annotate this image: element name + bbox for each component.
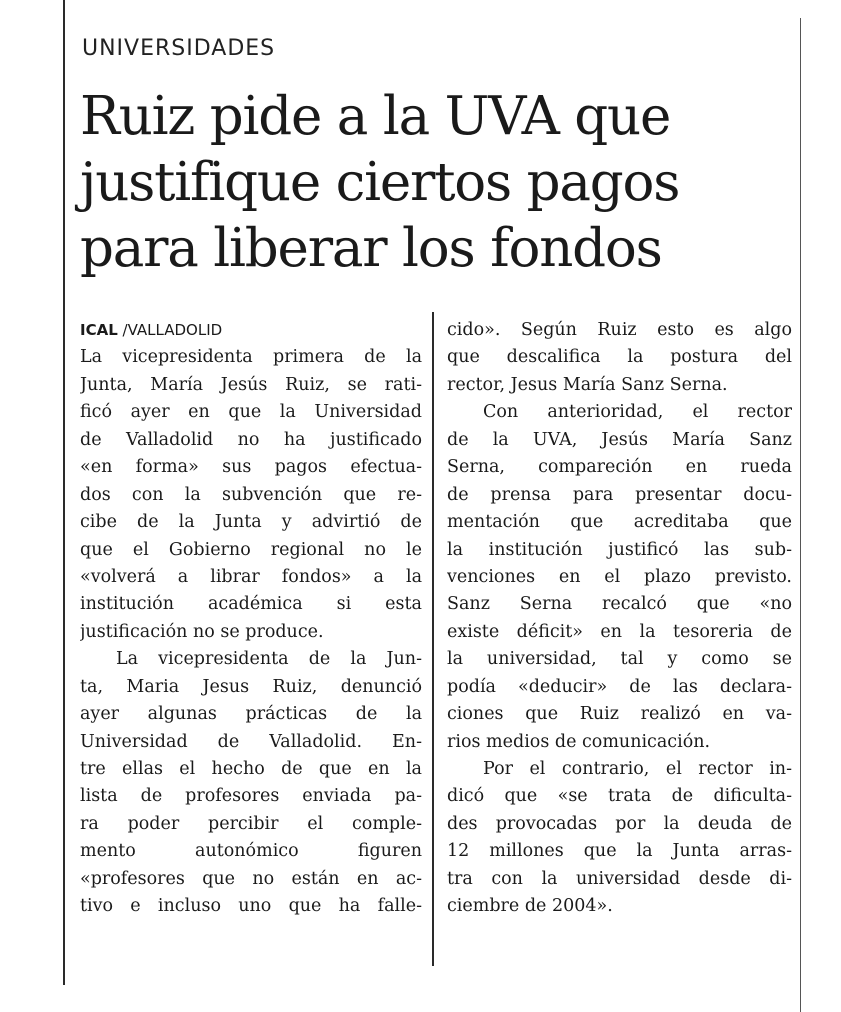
text-line: de Valladolid no ha justificado bbox=[80, 429, 422, 450]
text-line: existe déficit» en la tesoreria de bbox=[447, 621, 792, 642]
section-label: UNIVERSIDADES bbox=[82, 36, 276, 61]
text-line: des provocadas por la deuda de bbox=[447, 813, 792, 834]
byline-agency: ICAL bbox=[80, 321, 118, 339]
text-line: ciones que Ruiz realizó en va- bbox=[447, 704, 792, 725]
text-line: mento autonómico figuren bbox=[80, 841, 422, 862]
text-line: Serna, compareción en rueda bbox=[447, 457, 792, 478]
text-line: La vicepresidenta de la Jun- bbox=[116, 649, 422, 670]
text-line: que el Gobierno regional no le bbox=[80, 539, 422, 560]
text-line: Junta, María Jesús Ruiz, se rati- bbox=[80, 374, 422, 395]
text-line: La vicepresidenta primera de la bbox=[80, 347, 422, 368]
text-line: ayer algunas prácticas de la bbox=[80, 704, 422, 725]
text-line: de prensa para presentar docu- bbox=[447, 484, 792, 505]
text-line: tre ellas el hecho de que en la bbox=[80, 759, 422, 779]
text-line: «en forma» sus pagos efectua- bbox=[80, 457, 422, 478]
headline-line: Ruiz pide a la UVA que bbox=[80, 86, 671, 147]
text-line: ciembre de 2004». bbox=[447, 896, 613, 917]
text-line: Universidad de Valladolid. En- bbox=[80, 731, 422, 752]
right-column-rule bbox=[800, 18, 801, 1012]
headline bbox=[80, 84, 792, 282]
column-divider bbox=[432, 312, 434, 966]
text-line: la universidad, tal y como se bbox=[447, 649, 792, 670]
article-column-left bbox=[80, 317, 422, 921]
text-line: de la UVA, Jesús María Sanz bbox=[447, 429, 792, 450]
text-line: tivo e incluso uno que ha falle- bbox=[80, 896, 422, 917]
text-line: Por el contrario, el rector in- bbox=[483, 759, 792, 779]
text-line: Sanz Serna recalcó que «no bbox=[447, 594, 792, 615]
text-line: mentación que acreditaba que bbox=[447, 512, 792, 533]
text-line: rector, Jesus María Sanz Serna. bbox=[447, 374, 728, 395]
text-line: ta, Maria Jesus Ruiz, denunció bbox=[80, 676, 422, 697]
text-line: lista de profesores enviada pa- bbox=[80, 786, 422, 807]
text-line: rios medios de comunicación. bbox=[447, 731, 711, 752]
text-line: cibe de la Junta y advirtió de bbox=[80, 512, 422, 533]
text-line: ficó ayer en que la Universidad bbox=[80, 402, 422, 423]
text-line: justificación no se produce. bbox=[80, 621, 324, 642]
text-line: cido». Según Ruiz esto es algo bbox=[447, 320, 792, 340]
headline-line: justifique ciertos pagos bbox=[80, 152, 680, 213]
left-column-rule bbox=[63, 0, 65, 985]
byline bbox=[80, 317, 422, 344]
text-line: Con anterioridad, el rector bbox=[483, 402, 792, 423]
article-column-right bbox=[447, 317, 792, 921]
byline-location: /VALLADOLID bbox=[122, 321, 223, 339]
left-lines bbox=[80, 344, 422, 920]
text-line: venciones en el plazo previsto. bbox=[447, 566, 792, 587]
text-line: podía «deducir» de las declara- bbox=[447, 676, 792, 697]
text-line: institución académica si esta bbox=[80, 594, 422, 615]
text-line: dicó que «se trata de dificulta- bbox=[447, 786, 792, 807]
text-line: «volverá a librar fondos» a la bbox=[80, 566, 422, 587]
text-line: dos con la subvención que re- bbox=[80, 484, 422, 505]
text-line: tra con la universidad desde di- bbox=[447, 868, 792, 889]
text-line: «profesores que no están en ac- bbox=[80, 868, 422, 889]
text-line: la institución justificó las sub- bbox=[447, 539, 792, 560]
text-line: 12 millones que la Junta arras- bbox=[447, 841, 792, 862]
headline-line: para liberar los fondos bbox=[80, 218, 662, 279]
text-line: ra poder percibir el comple- bbox=[80, 813, 422, 834]
text-line: que descalifica la postura del bbox=[447, 347, 792, 368]
